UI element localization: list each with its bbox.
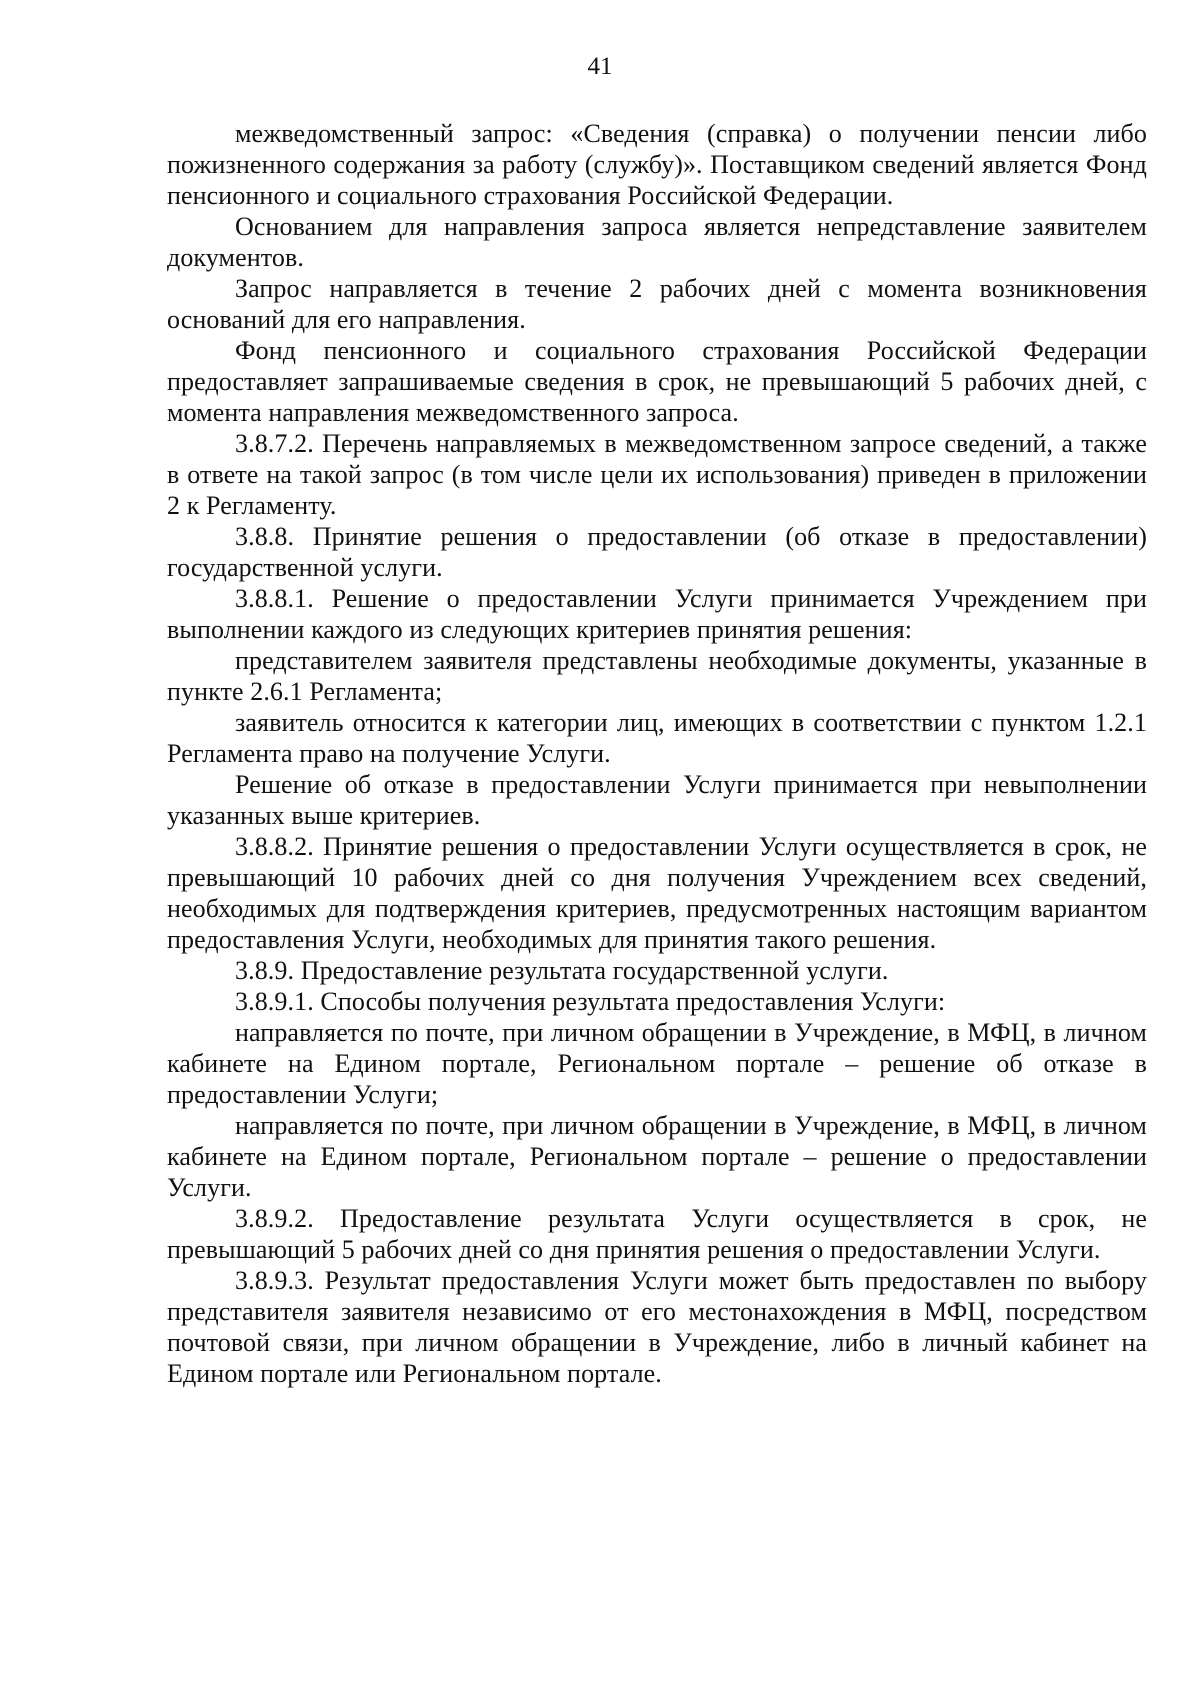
paragraph-request-basis: Основанием для направления запроса является непредставление заявителем документов. [167,212,1147,272]
page-number: 41 [587,53,613,80]
paragraph-criterion-documents: представителем заявителя представлены необходимые документы, указанные в пункте 2.6.1 Регламента; [167,646,1147,706]
paragraph-3-8-9-3: 3.8.9.3. Результат предоставления Услуги может быть предоставлен по выбору представителя заявителя независимо от его местонахождения в МФЦ, посредством почтовой связи, при личном обращении в Учреждение, либо в личный кабинет на Едином портале или Региональном портале. [167,1266,1147,1388]
paragraph-3-8-7-2: 3.8.7.2. Перечень направляемых в межведомственном запросе сведений, а также в ответе на такой запрос (в том числе цели их использования) приведен в приложении 2 к Регламенту. [167,429,1147,520]
paragraph-refusal-decision: Решение об отказе в предоставлении Услуги принимается при невыполнении указанных выше критериев. [167,770,1147,830]
paragraph-approval-delivery: направляется по почте, при личном обращении в Учреждение, в МФЦ, в личном кабинете на Едином портале, Региональном портале – решение о предоставлении Услуги. [167,1111,1147,1202]
paragraph-request-deadline: Запрос направляется в течение 2 рабочих дней с момента возникновения оснований для его направления. [167,274,1147,334]
paragraph-3-8-9-2: 3.8.9.2. Предоставление результата Услуги осуществляется в срок, не превышающий 5 рабочих дней со дня принятия решения о предоставлении Услуги. [167,1204,1147,1264]
paragraph-interagency-request-info: межведомственный запрос: «Сведения (справка) о получении пенсии либо пожизненного содержания за работу (службу)». Поставщиком сведений является Фонд пенсионного и социального страхования Российской Федерации. [167,119,1147,210]
paragraph-3-8-9-1: 3.8.9.1. Способы получения результата предоставления Услуги: [235,987,946,1016]
paragraph-3-8-8: 3.8.8. Принятие решения о предоставлении (об отказе в предоставлении) государственной услуги. [167,522,1147,582]
paragraph-3-8-8-2: 3.8.8.2. Принятие решения о предоставлении Услуги осуществляется в срок, не превышающий 10 рабочих дней со дня получения Учреждением всех сведений, необходимых для подтверждения критериев, предусмотренных настоящим вариантом предоставления Услуги, необходимых для принятия такого решения. [167,832,1147,954]
paragraph-fund-response-deadline: Фонд пенсионного и социального страхования Российской Федерации предоставляет запрашиваемые сведения в срок, не превышающий 5 рабочих дней, с момента направления межведомственного запроса. [167,336,1147,427]
paragraph-3-8-8-1: 3.8.8.1. Решение о предоставлении Услуги принимается Учреждением при выполнении каждого из следующих критериев принятия решения: [167,584,1147,644]
paragraph-3-8-9: 3.8.9. Предоставление результата государственной услуги. [235,956,889,985]
paragraph-refusal-delivery: направляется по почте, при личном обращении в Учреждение, в МФЦ, в личном кабинете на Едином портале, Региональном портале – решение об отказе в предоставлении Услуги; [167,1018,1147,1109]
document-body [167,118,1147,1389]
paragraph-criterion-category: заявитель относится к категории лиц, имеющих в соответствии с пунктом 1.2.1 Регламента право на получение Услуги. [167,708,1147,768]
